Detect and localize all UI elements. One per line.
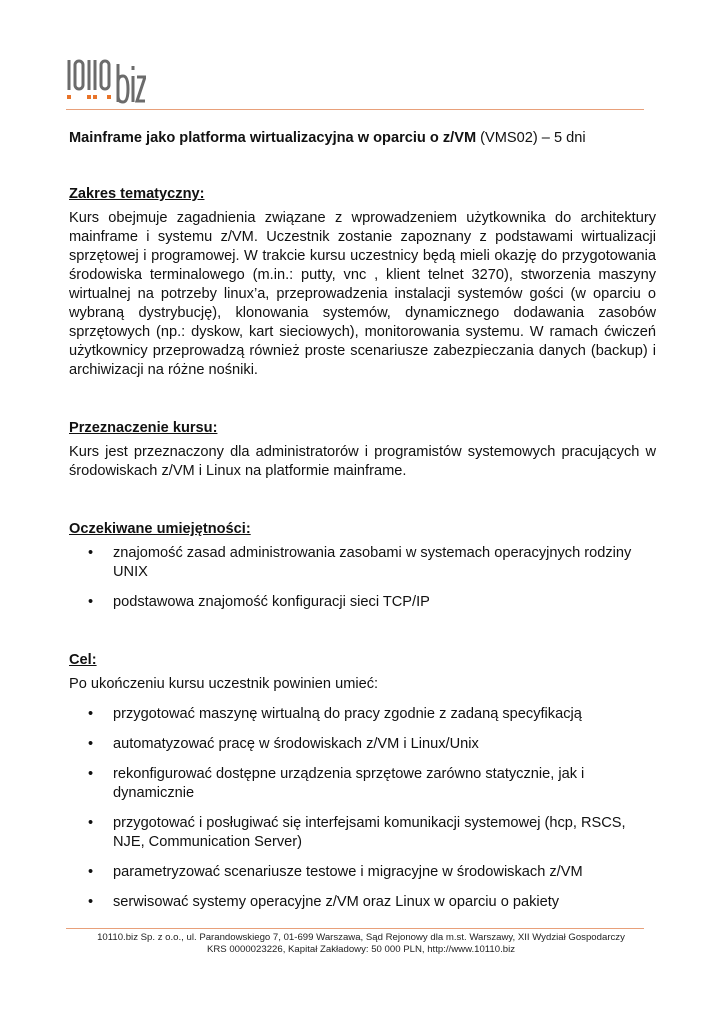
footer-address: 10110.biz Sp. z o.o., ul. Parandowskiego 7, 01-699 Warszawa, Sąd Rejonowy dla m.st. Warszawy, XII Wydział Gospodarczy <box>97 932 625 943</box>
course-title-code: (VMS02) – 5 dni <box>476 130 586 146</box>
goal-heading: Cel: <box>69 652 97 668</box>
goal-text: rekonfigurować dostępne urządzenia sprzętowe zarówno statycznie, jak i dynamicznie <box>113 766 585 801</box>
goal-text: serwisować systemy operacyjne z/VM oraz Linux w oparciu o pakiety <box>113 894 560 910</box>
list-item <box>69 544 656 582</box>
goal-text: przygotować maszynę wirtualną do pracy zgodnie z zadaną specyfikacją <box>113 706 582 722</box>
bullet-icon: • <box>88 864 94 880</box>
footer-divider <box>66 928 644 929</box>
list-item <box>69 593 656 612</box>
skills-heading: Oczekiwane umiejętności: <box>69 521 251 537</box>
header-divider <box>66 109 644 110</box>
list-item <box>69 735 656 754</box>
company-footer <box>70 932 652 956</box>
logo-mark <box>69 60 109 90</box>
list-item <box>69 765 656 803</box>
footer-registration: KRS 0000023226, Kapitał Zakładowy: 50 000 PLN, http://www.10110.biz <box>206 944 516 955</box>
list-item <box>69 893 656 912</box>
bullet-icon: • <box>88 766 94 782</box>
goal-text: parametryzować scenariusze testowe i migracyjne w środowiskach z/VM <box>113 864 583 880</box>
goal-text: przygotować i posługiwać się interfejsami komunikacji systemowej (hcp, RSCS, NJE, Communication Server) <box>113 815 626 850</box>
scope-text: Kurs obejmuje zagadnienia związane z wprowadzeniem użytkownika do architektury mainframe i systemu z/VM. Uczestnik zostanie zapoznany z podstawami wirtualizacji sprzętowej i programowej. W trakcie kursu uczestnicy będą mieli okazję do przygotowania środowiska terminalowego (m.in.: putty, vnc , klient telnet 3270), stworzenia maszyny wirtualnej na potrzeby linux’a, przeprowadzenia instalacji systemów gości (w oparciu o wybraną dystrybucję), klonowania systemów, dynamicznego dodawania zasobów sprzętowych (np.: dyskow, kart sieciowych), monitorowania systemu. W ramach ćwiczeń użytkownicy przeprowadzą również proste scenariusze zabezpieczania danych (backup) i archiwizacji na różne nośniki. <box>69 210 656 378</box>
bullet-icon: • <box>88 594 94 610</box>
course-title <box>69 129 656 148</box>
list-item <box>69 863 656 882</box>
list-item <box>69 814 656 852</box>
bullet-icon: • <box>88 894 94 910</box>
target-text: Kurs jest przeznaczony dla administratorów i programistów systemowych pracujących w środowiskach z/VM i Linux na platformie mainframe. <box>69 444 656 479</box>
skill-text: znajomość zasad administrowania zasobami w systemach operacyjnych rodziny UNIX <box>113 545 632 580</box>
scope-heading: Zakres tematyczny: <box>69 186 205 202</box>
company-logo <box>66 56 146 108</box>
document-body <box>69 129 656 923</box>
bullet-icon: • <box>88 736 94 752</box>
skill-text: podstawowa znajomość konfiguracji sieci TCP/IP <box>113 594 430 610</box>
bullet-icon: • <box>88 706 94 722</box>
target-heading: Przeznaczenie kursu: <box>69 420 218 436</box>
skills-list <box>69 544 656 612</box>
list-item <box>69 705 656 724</box>
course-title-main: Mainframe jako platforma wirtualizacyjna w oparciu o z/VM <box>69 130 477 146</box>
goal-list <box>69 705 656 912</box>
goal-intro: Po ukończeniu kursu uczestnik powinien umieć: <box>69 676 379 692</box>
bullet-icon: • <box>88 545 94 561</box>
goal-text: automatyzować pracę w środowiskach z/VM i Linux/Unix <box>113 736 479 752</box>
bullet-icon: • <box>88 815 94 831</box>
